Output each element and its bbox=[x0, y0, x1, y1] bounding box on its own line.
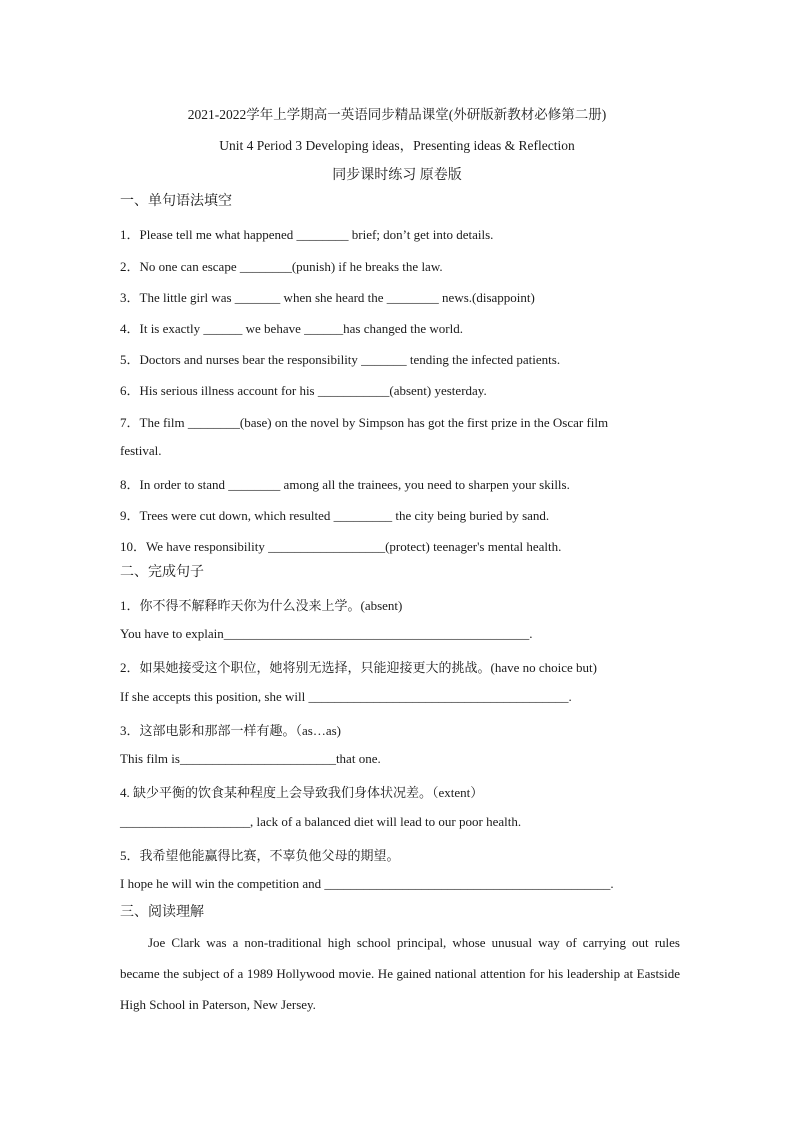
grammar-item: 10．We have responsibility __________________(protect) teenager's mental health. bbox=[120, 539, 562, 554]
grammar-item: 4．It is exactly ______ we behave ______has changed the world. bbox=[120, 321, 463, 336]
sentence-prompt: 4. 缺少平衡的饮食某种程度上会导致我们身体状况差。（extent） bbox=[120, 785, 484, 800]
sentence-prompt: 2．如果她接受这个职位，她将别无选择，只能迎接更大的挑战。(have no choice but) bbox=[120, 660, 597, 675]
grammar-item: 3．The little girl was _______ when she heard the ________ news.(disappoint) bbox=[120, 290, 535, 305]
grammar-item: 9．Trees were cut down, which resulted _________ the city being buried by sand. bbox=[120, 508, 550, 523]
section-heading-sentences: 二、完成句子 bbox=[120, 565, 204, 580]
sentence-prompt: 5．我希望他能赢得比赛，不辜负他父母的期望。 bbox=[120, 848, 400, 863]
sentence-prompt: 1．你不得不解释昨天你为什么没来上学。(absent) bbox=[120, 598, 403, 613]
sentence-answer-line: If she accepts this position, she will ________________________________________. bbox=[120, 689, 572, 704]
document-subtitle: Unit 4 Period 3 Developing ideas，Presenting ideas & Reflection bbox=[219, 138, 575, 153]
reading-paragraph: Joe Clark was a non-traditional high school principal, whose unusual way of carrying out rules became the subject of a 1989 Hollywood movie. He gained national attention for his leadership at Eastside High School in Paterson, New Jersey. bbox=[120, 935, 680, 1012]
sentence-answer-line: I hope he will win the competition and ____________________________________________. bbox=[120, 876, 614, 891]
grammar-item: 5．Doctors and nurses bear the responsibility _______ tending the infected patients. bbox=[120, 352, 561, 367]
sentence-answer-line: ____________________, lack of a balanced diet will lead to our poor health. bbox=[120, 814, 522, 829]
document-title: 2021-2022学年上学期高一英语同步精品课堂(外研版新教材必修第二册) bbox=[187, 107, 607, 122]
grammar-item: 6．His serious illness account for his ___________(absent) yesterday. bbox=[120, 383, 487, 398]
document-edition: 同步课时练习 原卷版 bbox=[332, 168, 462, 183]
section-heading-reading: 三、阅读理解 bbox=[120, 905, 204, 920]
sentence-prompt: 3．这部电影和那部一样有趣。（as…as) bbox=[120, 723, 341, 738]
grammar-item: 7．The film ________(base) on the novel by Simpson has got the first prize in the Oscar film bbox=[120, 415, 609, 430]
section-heading-grammar: 一、单句语法填空 bbox=[120, 194, 232, 209]
grammar-item: 8．In order to stand ________ among all the trainees, you need to sharpen your skills. bbox=[120, 477, 570, 492]
grammar-item: 2．No one can escape ________(punish) if he breaks the law. bbox=[120, 259, 443, 274]
reading-passage bbox=[120, 927, 680, 1020]
sentence-answer-line: You have to explain_______________________________________________. bbox=[120, 626, 533, 641]
sentence-answer-line: This film is________________________that one. bbox=[120, 751, 381, 766]
grammar-item-continuation: festival. bbox=[120, 443, 162, 458]
grammar-item: 1．Please tell me what happened ________ brief; don’t get into details. bbox=[120, 227, 494, 242]
